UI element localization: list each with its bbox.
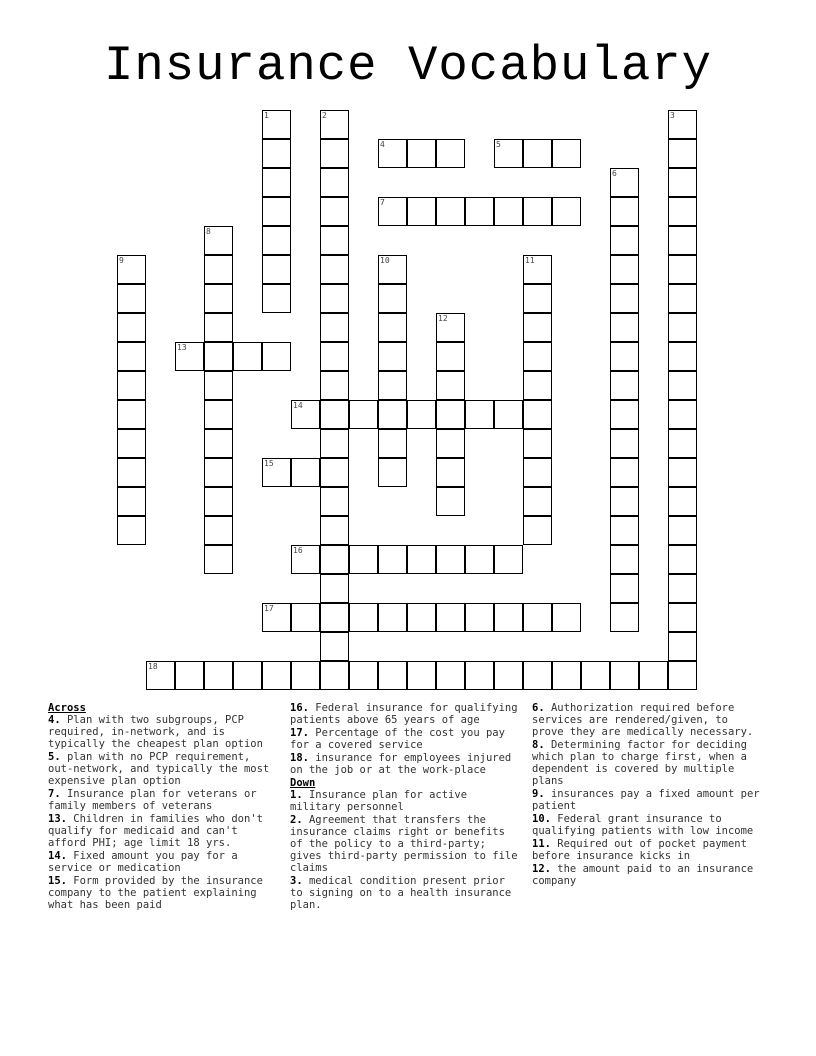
crossword-cell[interactable]: [204, 458, 233, 487]
crossword-cell[interactable]: [378, 545, 407, 574]
clue-item: [532, 863, 760, 887]
crossword-cell[interactable]: [610, 342, 639, 371]
crossword-cell[interactable]: [117, 400, 146, 429]
clue-column-3: [532, 702, 760, 888]
crossword-cell[interactable]: [610, 371, 639, 400]
crossword-cell[interactable]: [639, 661, 668, 690]
crossword-cell[interactable]: [523, 284, 552, 313]
crossword-cell[interactable]: [494, 603, 523, 632]
crossword-cell[interactable]: [349, 545, 378, 574]
clue-item: [290, 789, 518, 813]
crossword-cell[interactable]: [668, 168, 697, 197]
crossword-cell[interactable]: [262, 284, 291, 313]
crossword-cell[interactable]: [407, 603, 436, 632]
crossword-cell[interactable]: [262, 255, 291, 284]
crossword-cell[interactable]: [668, 545, 697, 574]
crossword-cell[interactable]: [378, 429, 407, 458]
clue-number-label: 5: [496, 140, 501, 149]
crossword-cell[interactable]: [204, 342, 233, 371]
crossword-cell[interactable]: [262, 168, 291, 197]
crossword-cell[interactable]: [349, 661, 378, 690]
crossword-cell[interactable]: [523, 603, 552, 632]
clue-text: Federal grant insurance to qualifying patients with low income: [532, 813, 754, 837]
crossword-cell[interactable]: [668, 574, 697, 603]
clue-number: 2.: [290, 814, 303, 826]
crossword-cell[interactable]: [668, 139, 697, 168]
crossword-cell[interactable]: [610, 313, 639, 342]
clue-text: Children in families who don't qualify for medicaid and can't afford PHI; age limit 18 yrs.: [48, 813, 263, 849]
clue-number: 13.: [48, 813, 67, 825]
crossword-cell[interactable]: [204, 255, 233, 284]
clue-text: Determining factor for deciding which plan to charge first, when a dependent is covered by multiple plans: [532, 739, 747, 787]
clue-text: Agreement that transfers the insurance claims right or benefits of the policy to a third-party; gives third-party permission to file claims: [290, 814, 518, 874]
crossword-cell[interactable]: [117, 313, 146, 342]
crossword-cell[interactable]: [523, 516, 552, 545]
crossword-cell[interactable]: [117, 342, 146, 371]
crossword-cell[interactable]: [204, 429, 233, 458]
crossword-cell[interactable]: [320, 139, 349, 168]
clue-item: [290, 875, 518, 911]
crossword-cell[interactable]: [117, 284, 146, 313]
crossword-cell[interactable]: [262, 661, 291, 690]
crossword-cell[interactable]: [668, 603, 697, 632]
crossword-cell[interactable]: [436, 197, 465, 226]
crossword-cell[interactable]: [378, 458, 407, 487]
clue-item: [48, 850, 276, 874]
crossword-cell[interactable]: [436, 139, 465, 168]
crossword-cell[interactable]: [523, 661, 552, 690]
crossword-cell[interactable]: [610, 603, 639, 632]
crossword-cell[interactable]: [320, 197, 349, 226]
crossword-cell[interactable]: [204, 313, 233, 342]
crossword-cell[interactable]: [552, 197, 581, 226]
crossword-cell[interactable]: [465, 661, 494, 690]
crossword-cell[interactable]: [204, 516, 233, 545]
clue-number: 5.: [48, 751, 61, 763]
crossword-cell[interactable]: [523, 487, 552, 516]
clue-number-label: 12: [438, 314, 448, 323]
crossword-cell[interactable]: [668, 458, 697, 487]
clue-number: 6.: [532, 702, 545, 714]
crossword-cell[interactable]: [465, 545, 494, 574]
clue-number: 16.: [290, 702, 309, 714]
crossword-cell[interactable]: [436, 487, 465, 516]
crossword-cell[interactable]: [668, 342, 697, 371]
crossword-cell[interactable]: [349, 400, 378, 429]
crossword-cell[interactable]: [117, 429, 146, 458]
crossword-cell[interactable]: [668, 400, 697, 429]
crossword-cell[interactable]: [436, 545, 465, 574]
crossword-cell[interactable]: [204, 400, 233, 429]
clue-text: Plan with two subgroups, PCP required, in-network, and is typically the cheapest plan option: [48, 714, 263, 750]
clue-number-label: 8: [206, 227, 211, 236]
crossword-cell[interactable]: [465, 603, 494, 632]
crossword-cell[interactable]: [610, 197, 639, 226]
clue-number-label: 1: [264, 111, 269, 120]
crossword-cell[interactable]: [668, 429, 697, 458]
crossword-cell[interactable]: [523, 429, 552, 458]
clue-item: [290, 814, 518, 874]
crossword-cell[interactable]: [668, 313, 697, 342]
crossword-cell[interactable]: [436, 458, 465, 487]
crossword-cell[interactable]: [291, 458, 320, 487]
crossword-cell[interactable]: [233, 661, 262, 690]
clue-number: 15.: [48, 875, 67, 887]
clue-number-label: 17: [264, 604, 274, 613]
clue-text: Percentage of the cost you pay for a covered service: [290, 727, 505, 751]
crossword-cell[interactable]: [494, 400, 523, 429]
crossword-cell[interactable]: [320, 284, 349, 313]
clue-number: 9.: [532, 788, 545, 800]
crossword-cell[interactable]: [378, 284, 407, 313]
crossword-cell[interactable]: [291, 661, 320, 690]
clue-text: Insurance plan for veterans or family members of veterans: [48, 788, 257, 812]
clue-item: [290, 702, 518, 726]
crossword-cell[interactable]: [378, 371, 407, 400]
clue-item: [532, 788, 760, 812]
clue-column-2: [290, 702, 518, 912]
crossword-cell[interactable]: [262, 197, 291, 226]
crossword-cell[interactable]: [668, 661, 697, 690]
down-header: Down: [290, 777, 316, 789]
clue-number: 7.: [48, 788, 61, 800]
across-clue-list-continued: [290, 702, 518, 776]
clue-item: [48, 813, 276, 849]
clue-item: [532, 813, 760, 837]
crossword-cell[interactable]: [610, 545, 639, 574]
crossword-cell[interactable]: [378, 661, 407, 690]
clue-number: 17.: [290, 727, 309, 739]
crossword-cell[interactable]: [320, 458, 349, 487]
crossword-cell[interactable]: [494, 545, 523, 574]
clue-number-label: 13: [177, 343, 187, 352]
clue-number-label: 11: [525, 256, 535, 265]
crossword-cell[interactable]: [668, 226, 697, 255]
crossword-cell[interactable]: [436, 371, 465, 400]
crossword-cell[interactable]: [262, 342, 291, 371]
crossword-cell[interactable]: [378, 313, 407, 342]
clue-text: Form provided by the insurance company to the patient explaining what has been paid: [48, 875, 263, 911]
clue-text: insurances pay a fixed amount per patient: [532, 788, 760, 812]
crossword-cell[interactable]: [320, 371, 349, 400]
clue-column-1: [48, 702, 276, 912]
crossword-cell[interactable]: [552, 603, 581, 632]
clue-item: [532, 739, 760, 787]
crossword-cell[interactable]: [523, 400, 552, 429]
clue-text: the amount paid to an insurance company: [532, 863, 754, 887]
clue-item: [48, 714, 276, 750]
crossword-cell[interactable]: [436, 603, 465, 632]
crossword-cell[interactable]: [320, 168, 349, 197]
crossword-cell[interactable]: [668, 632, 697, 661]
clue-number-label: 10: [380, 256, 390, 265]
crossword-cell[interactable]: [465, 400, 494, 429]
clue-number-label: 4: [380, 140, 385, 149]
crossword-cell[interactable]: [523, 313, 552, 342]
clue-number: 10.: [532, 813, 551, 825]
clue-text: Federal insurance for qualifying patients above 65 years of age: [290, 702, 518, 726]
clue-number: 1.: [290, 789, 303, 801]
crossword-cell[interactable]: [320, 545, 349, 574]
clue-text: Authorization required before services are rendered/given, to prove they are medically necessary.: [532, 702, 754, 738]
clue-number: 8.: [532, 739, 545, 751]
crossword-cell[interactable]: [523, 342, 552, 371]
across-clue-list: [48, 714, 276, 911]
crossword-cell[interactable]: [494, 197, 523, 226]
clue-text: Insurance plan for active military personnel: [290, 789, 468, 813]
crossword-cell[interactable]: [523, 197, 552, 226]
crossword-cell[interactable]: [320, 632, 349, 661]
crossword-cell[interactable]: [320, 313, 349, 342]
across-header: Across: [48, 702, 86, 714]
crossword-cell[interactable]: [291, 603, 320, 632]
crossword-cell[interactable]: [523, 458, 552, 487]
crossword-cell[interactable]: [436, 400, 465, 429]
crossword-cell[interactable]: [610, 487, 639, 516]
clue-text: plan with no PCP requirement, out-network, and typically the most expensive plan option: [48, 751, 270, 787]
clue-text: medical condition present prior to signing on to a health insurance plan.: [290, 875, 512, 911]
crossword-cell[interactable]: [349, 603, 378, 632]
clue-item: [532, 838, 760, 862]
crossword-cell[interactable]: [552, 661, 581, 690]
crossword-cell[interactable]: [378, 342, 407, 371]
clue-number: 4.: [48, 714, 61, 726]
clue-number-label: 14: [293, 401, 303, 410]
crossword-cell[interactable]: [436, 342, 465, 371]
clue-number-label: 18: [148, 662, 158, 671]
clue-number: 3.: [290, 875, 303, 887]
crossword-cell[interactable]: [668, 197, 697, 226]
crossword-cell[interactable]: [552, 139, 581, 168]
crossword-cell[interactable]: [610, 516, 639, 545]
clue-number: 11.: [532, 838, 551, 850]
crossword-cell[interactable]: [320, 400, 349, 429]
crossword-cell[interactable]: [436, 429, 465, 458]
page-title: Insurance Vocabulary: [103, 38, 713, 94]
crossword-cell[interactable]: [262, 139, 291, 168]
crossword-cell[interactable]: [610, 284, 639, 313]
crossword-cell[interactable]: [175, 661, 204, 690]
clue-number-label: 3: [670, 111, 675, 120]
crossword-cell[interactable]: [204, 371, 233, 400]
clue-number-label: 2: [322, 111, 327, 120]
crossword-cell[interactable]: [378, 603, 407, 632]
crossword-cell[interactable]: [610, 255, 639, 284]
clue-item: [48, 788, 276, 812]
crossword-cell[interactable]: [320, 342, 349, 371]
crossword-cell[interactable]: [668, 487, 697, 516]
clue-text: Fixed amount you pay for a service or medication: [48, 850, 238, 874]
crossword-cell[interactable]: [407, 545, 436, 574]
crossword-cell[interactable]: [407, 139, 436, 168]
crossword-cell[interactable]: [320, 516, 349, 545]
clue-number-label: 15: [264, 459, 274, 468]
crossword-cell[interactable]: [233, 342, 262, 371]
clue-number: 14.: [48, 850, 67, 862]
crossword-cell[interactable]: [320, 429, 349, 458]
crossword-cell[interactable]: [117, 371, 146, 400]
crossword-cell[interactable]: [668, 255, 697, 284]
crossword-cell[interactable]: [320, 661, 349, 690]
crossword-cell[interactable]: [610, 429, 639, 458]
crossword-cell[interactable]: [320, 255, 349, 284]
clue-item: [48, 875, 276, 911]
crossword-cell[interactable]: [610, 458, 639, 487]
down-clue-list: [290, 789, 518, 911]
crossword-cell[interactable]: [436, 661, 465, 690]
clue-text: insurance for employees injured on the job or at the work-place: [290, 752, 512, 776]
clue-number: 12.: [532, 863, 551, 875]
clue-number-label: 16: [293, 546, 303, 555]
crossword-cell[interactable]: [523, 371, 552, 400]
crossword-cell[interactable]: [610, 661, 639, 690]
crossword-cell[interactable]: [668, 284, 697, 313]
crossword-cell[interactable]: [320, 574, 349, 603]
clue-item: [532, 702, 760, 738]
crossword-cell[interactable]: [668, 516, 697, 545]
clue-number-label: 7: [380, 198, 385, 207]
crossword-cell[interactable]: [204, 661, 233, 690]
clue-number: 18.: [290, 752, 309, 764]
crossword-cell[interactable]: [610, 400, 639, 429]
crossword-cell[interactable]: [204, 487, 233, 516]
clue-number-label: 6: [612, 169, 617, 178]
crossword-cell[interactable]: [204, 545, 233, 574]
crossword-cell[interactable]: [523, 139, 552, 168]
crossword-cell[interactable]: [378, 400, 407, 429]
crossword-cell[interactable]: [320, 487, 349, 516]
crossword-cell[interactable]: [407, 400, 436, 429]
clue-text: Required out of pocket payment before insurance kicks in: [532, 838, 747, 862]
crossword-cell[interactable]: [204, 284, 233, 313]
crossword-cell[interactable]: [262, 226, 291, 255]
crossword-cell[interactable]: [581, 661, 610, 690]
crossword-cell[interactable]: [610, 574, 639, 603]
crossword-cell[interactable]: [407, 197, 436, 226]
clue-item: [290, 752, 518, 776]
clue-number-label: 9: [119, 256, 124, 265]
crossword-cell[interactable]: [117, 458, 146, 487]
crossword-cell[interactable]: [610, 226, 639, 255]
crossword-cell[interactable]: [407, 661, 436, 690]
crossword-cell[interactable]: [494, 661, 523, 690]
clue-item: [290, 727, 518, 751]
down-clue-list-continued: [532, 702, 760, 887]
crossword-cell[interactable]: [117, 487, 146, 516]
crossword-cell[interactable]: [117, 516, 146, 545]
crossword-cell[interactable]: [320, 603, 349, 632]
crossword-cell[interactable]: [320, 226, 349, 255]
clue-item: [48, 751, 276, 787]
crossword-cell[interactable]: [465, 197, 494, 226]
crossword-cell[interactable]: [668, 371, 697, 400]
